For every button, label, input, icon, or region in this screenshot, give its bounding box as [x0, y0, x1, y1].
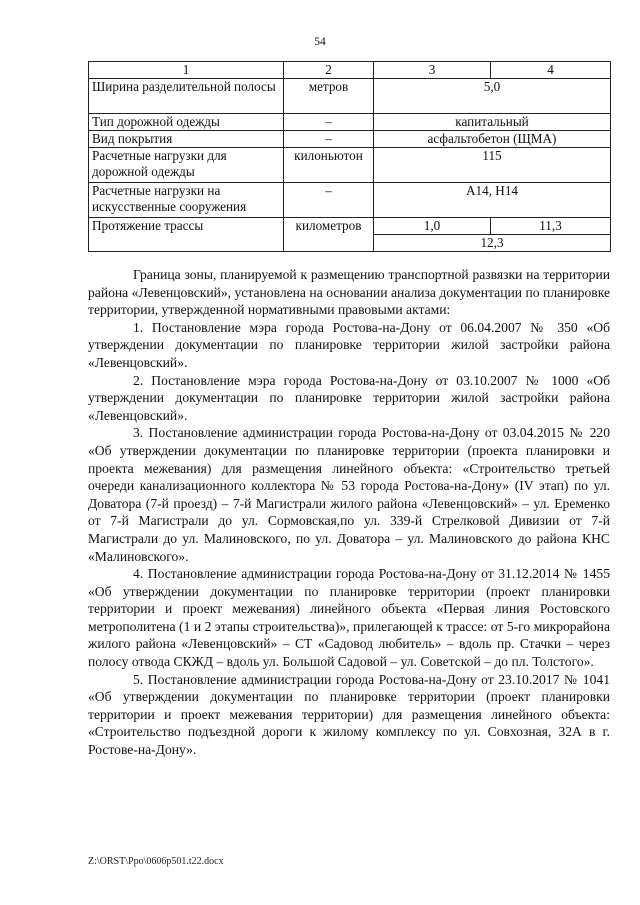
table-header-row	[89, 62, 611, 79]
value-cell: 5,0	[374, 79, 611, 114]
list-item: 4. Постановление администрации города Ростова-на-Дону от 31.12.2014 № 1455 «Об утверждении документации по планировке территории (проект планировки территории и проект межевания) линейного объекта «Первая линия Ростовского метрополитена (1 и 2 этапы строительства)», прилегающей к трассе: от 5-го микрорайона жилого района «Левенцовский» – СТ «Садовод любитель» – вдоль пр. Стачки – через полосу отвода СКЖД – вдоль ул. Большой Садовой – ул. Советской – до пл. Толстого».	[88, 566, 610, 670]
list-item: 5. Постановление администрации города Ростова-на-Дону от 23.10.2017 № 1041 «Об утверждении документации по планировке территории (проект планировки территории и проект межевания территории) для размещения линейного объекта: «Строительство подъездной дороги к жилому комплексу по ул. Совхозная, 32А в г. Ростове-на-Дону».	[88, 671, 610, 758]
header-cell: 2	[284, 62, 374, 79]
unit-cell: километров	[284, 218, 374, 252]
body-text	[88, 266, 610, 759]
list-item: 1. Постановление мэра города Ростова-на-Дону от 06.04.2007 № 350 «Об утверждении документации по планировке территории жилой застройки района «Левенцовский».	[88, 319, 610, 370]
intro-paragraph: Граница зоны, планируемой к размещению транспортной развязки на территории района «Левенцовский», установлена на основании анализа документации по планировке территории, утвержденной нормативными правовыми актами:	[88, 267, 610, 318]
unit-cell: –	[284, 131, 374, 148]
param-cell: Расчетные нагрузки на искусственные сооружения	[89, 183, 284, 218]
specs-table	[88, 61, 611, 252]
table-row	[89, 131, 611, 148]
unit-cell: метров	[284, 79, 374, 114]
list-item: 2. Постановление мэра города Ростова-на-Дону от 03.10.2007 № 1000 «Об утверждении документации по планировке территории жилой застройки района «Левенцовский».	[88, 372, 610, 423]
param-cell: Ширина разделительной полосы	[89, 79, 284, 114]
value-cell: А14, Н14	[374, 183, 611, 218]
table-row	[89, 79, 611, 114]
param-cell: Расчетные нагрузки для дорожной одежды	[89, 148, 284, 183]
unit-cell: –	[284, 183, 374, 218]
table-row	[89, 148, 611, 183]
table-row	[89, 183, 611, 218]
page-number: 54	[314, 36, 326, 48]
param-cell: Протяжение трассы	[89, 218, 284, 252]
value-cell: капитальный	[374, 114, 611, 131]
header-cell: 4	[491, 62, 611, 79]
header-cell: 1	[89, 62, 284, 79]
header-cell: 3	[374, 62, 491, 79]
value-cell: 1,0	[374, 218, 491, 235]
total-cell: 12,3	[374, 235, 611, 252]
file-path-footer: Z:\ORST\Ppo\0606p501.t22.docx	[88, 856, 224, 867]
unit-cell: килоньютон	[284, 148, 374, 183]
value-cell: 11,3	[491, 218, 611, 235]
param-cell: Вид покрытия	[89, 131, 284, 148]
value-cell: асфальтобетон (ЩМА)	[374, 131, 611, 148]
value-cell: 115	[374, 148, 611, 183]
unit-cell: –	[284, 114, 374, 131]
list-item: 3. Постановление администрации города Ростова-на-Дону от 03.04.2015 № 220 «Об утверждении документации по планировке территории (проекта планировки и проекта межевания) для размещения линейного объекта: «Строительство третьей очереди канализационного коллектора № 53 города Ростова-на-Дону» (IV этап) по ул. Доватора (7-й проезд) – 7-й Магистрали жилого района «Левенцовский» – ул. Еременко от 7-й Магистрали до ул. Сормовская,по ул. 339-й Стрелковой Дивизии от 7-й Магистрали до ул. Малиновского, по ул. Доватора – ул. Малиновского до района КНС «Малиновского».	[88, 425, 610, 564]
table-row	[89, 114, 611, 131]
param-cell: Тип дорожной одежды	[89, 114, 284, 131]
table-row	[89, 218, 611, 235]
